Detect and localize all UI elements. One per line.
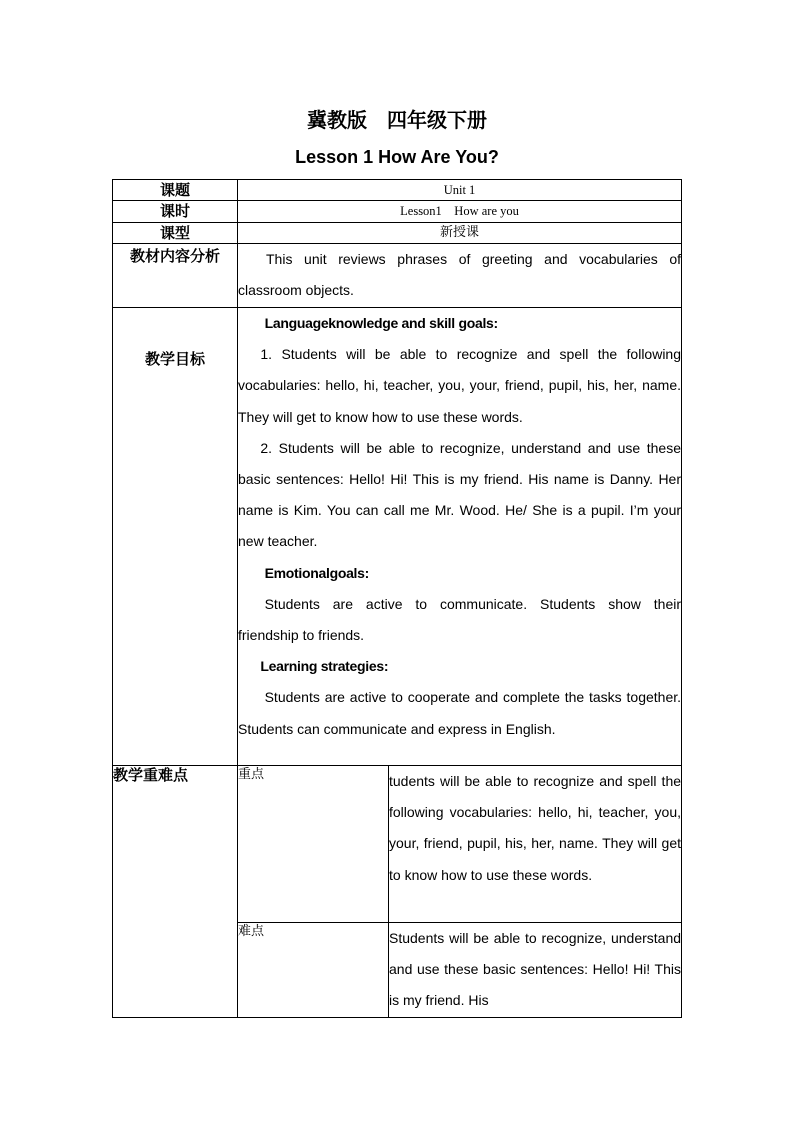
focus-label: 教学重难点 (113, 766, 238, 1018)
table-row (113, 766, 682, 923)
period-value: Lesson1 How are you (238, 201, 682, 223)
difficult-point-label: 难点 (238, 923, 389, 1018)
goal-item-1: 1. Students will be able to recognize and spell the following vocabularies: hello, hi, teacher, you, your, friend, pupil, his, her, name. They will get to know how to use these words. (238, 346, 682, 425)
learning-strategies-heading: Learning strategies: (260, 658, 389, 675)
table-row (113, 223, 682, 244)
lesson-plan-table (112, 179, 682, 1018)
difficult-point-cell (389, 923, 682, 1018)
analysis-cell (238, 244, 682, 308)
goals-cell (238, 308, 682, 766)
lesson-title: Lesson 1 How Are You? (295, 147, 499, 167)
topic-label: 课题 (113, 180, 238, 201)
goal-item-2: 2. Students will be able to recognize, understand and use these basic sentences: Hello! Hi! This is my friend. His name is Danny. Her name is Kim. You can call me Mr. Wood. He/ She is a pupil. I’m your new teacher. (238, 439, 682, 550)
table-row (113, 180, 682, 201)
document-title: 冀教版 四年级下册 (307, 108, 487, 132)
language-goals-heading: Languageknowledge and skill goals: (264, 315, 498, 331)
goals-label: 教学目标 (113, 308, 238, 766)
type-value: 新授课 (238, 223, 682, 244)
key-point-text: tudents will be able to recognize and spell the following vocabularies: hello, hi, teacher, you, your, friend, pupil, his, her, name. They will get to know how to use these words. (389, 773, 682, 883)
table-row (113, 308, 682, 766)
key-point-cell (389, 766, 682, 923)
emotional-goals-text: Students are active to communicate. Students show their friendship to friends. (238, 595, 682, 644)
table-row (113, 201, 682, 223)
emotional-goals-heading: Emotionalgoals: (264, 564, 369, 581)
type-label: 课型 (113, 223, 238, 244)
table-row (113, 244, 682, 308)
difficult-point-text: Students will be able to recognize, understand and use these basic sentences: Hello! Hi! This is my friend. His (389, 930, 682, 1009)
learning-strategies-text: Students are active to cooperate and complete the tasks together. Students can communicate and express in English. (238, 689, 682, 737)
period-label: 课时 (113, 201, 238, 223)
topic-value: Unit 1 (238, 180, 682, 201)
analysis-text: This unit reviews phrases of greeting and vocabularies of classroom objects. (238, 251, 682, 299)
analysis-label: 教材内容分析 (113, 244, 238, 308)
key-point-label: 重点 (238, 766, 389, 923)
